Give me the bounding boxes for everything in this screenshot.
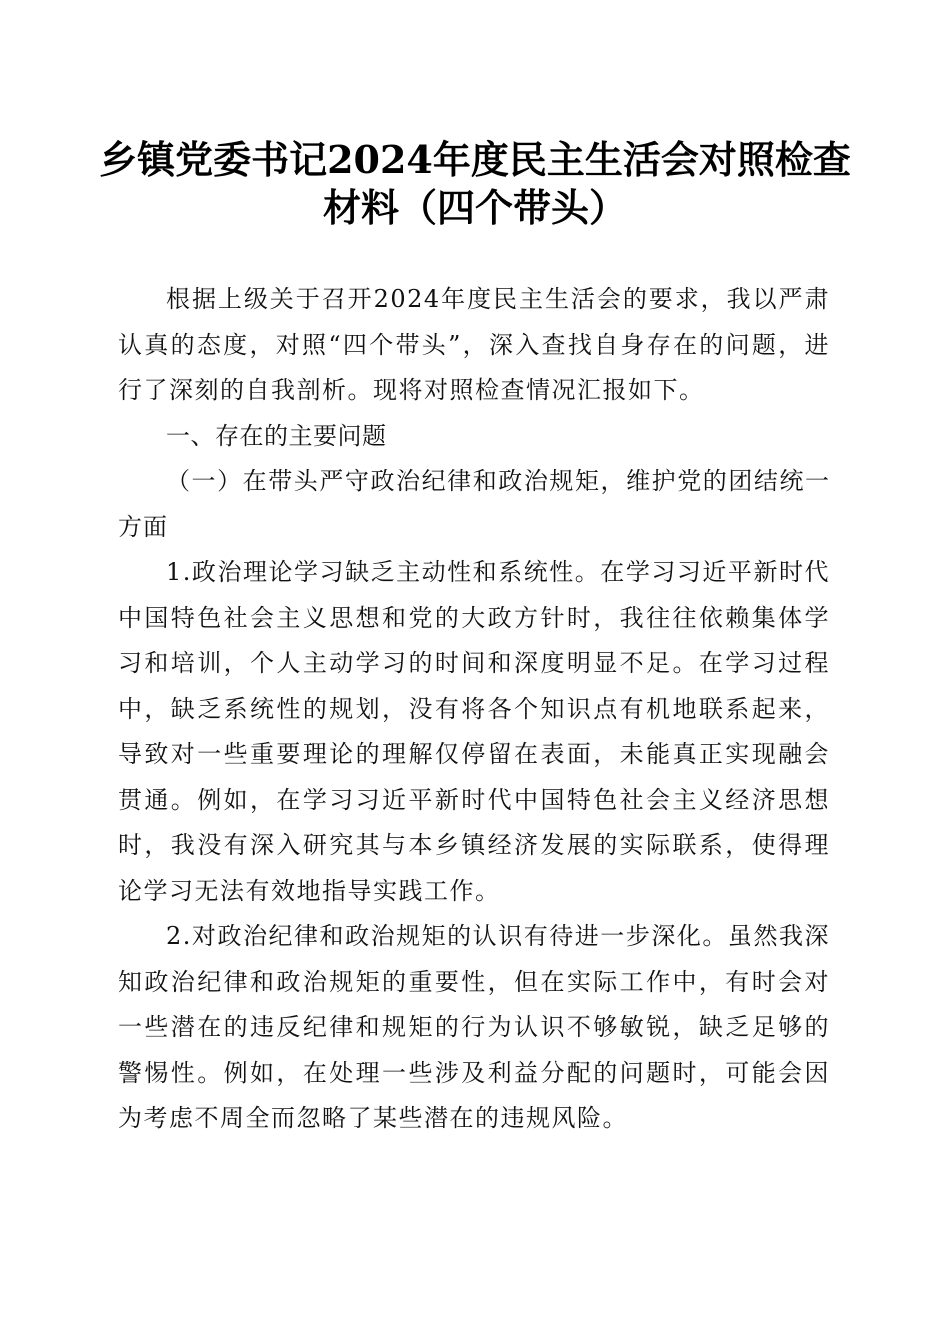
intro-paragraph: 根据上级关于召开2024年度民主生活会的要求，我以严肃认真的态度，对照“四个带头”，深入查找自身存在的问题，进行了深刻的自我剖析。现将对照检查情况汇报如下。 [118, 285, 830, 404]
subsection-heading: （一）在带头严守政治纪律和政治规矩，维护党的团结统一方面 [118, 467, 830, 541]
section-heading: 一、存在的主要问题 [166, 421, 387, 450]
body-paragraph: 1.政治理论学习缺乏主动性和系统性。在学习习近平新时代中国特色社会主义思想和党的大政方针时，我往往依赖集体学习和培训，个人主动学习的时间和深度明显不足。在学习过程中，缺乏系统性的规划，没有将各个知识点有机地联系起来，导致对一些重要理论的理解仅停留在表面，未能真正实现融会贯通。例如，在学习习近平新时代中国特色社会主义经济思想时，我没有深入研究其与本乡镇经济发展的实际联系，使得理论学习无法有效地指导实践工作。 [118, 558, 830, 905]
document-title-line-2: 材料（四个带头） [322, 185, 627, 230]
document-title-line-1: 乡镇党委书记2024年度民主生活会对照检查 [99, 137, 851, 182]
body-paragraph: 2.对政治纪律和政治规矩的认识有待进一步深化。虽然我深知政治纪律和政治规矩的重要性，但在实际工作中，有时会对一些潜在的违反纪律和规矩的行为认识不够敏锐，缺乏足够的警惕性。例如，在处理一些涉及利益分配的问题时，可能会因为考虑不周全而忽略了某些潜在的违规风险。 [118, 922, 830, 1132]
document-body [118, 277, 830, 1142]
